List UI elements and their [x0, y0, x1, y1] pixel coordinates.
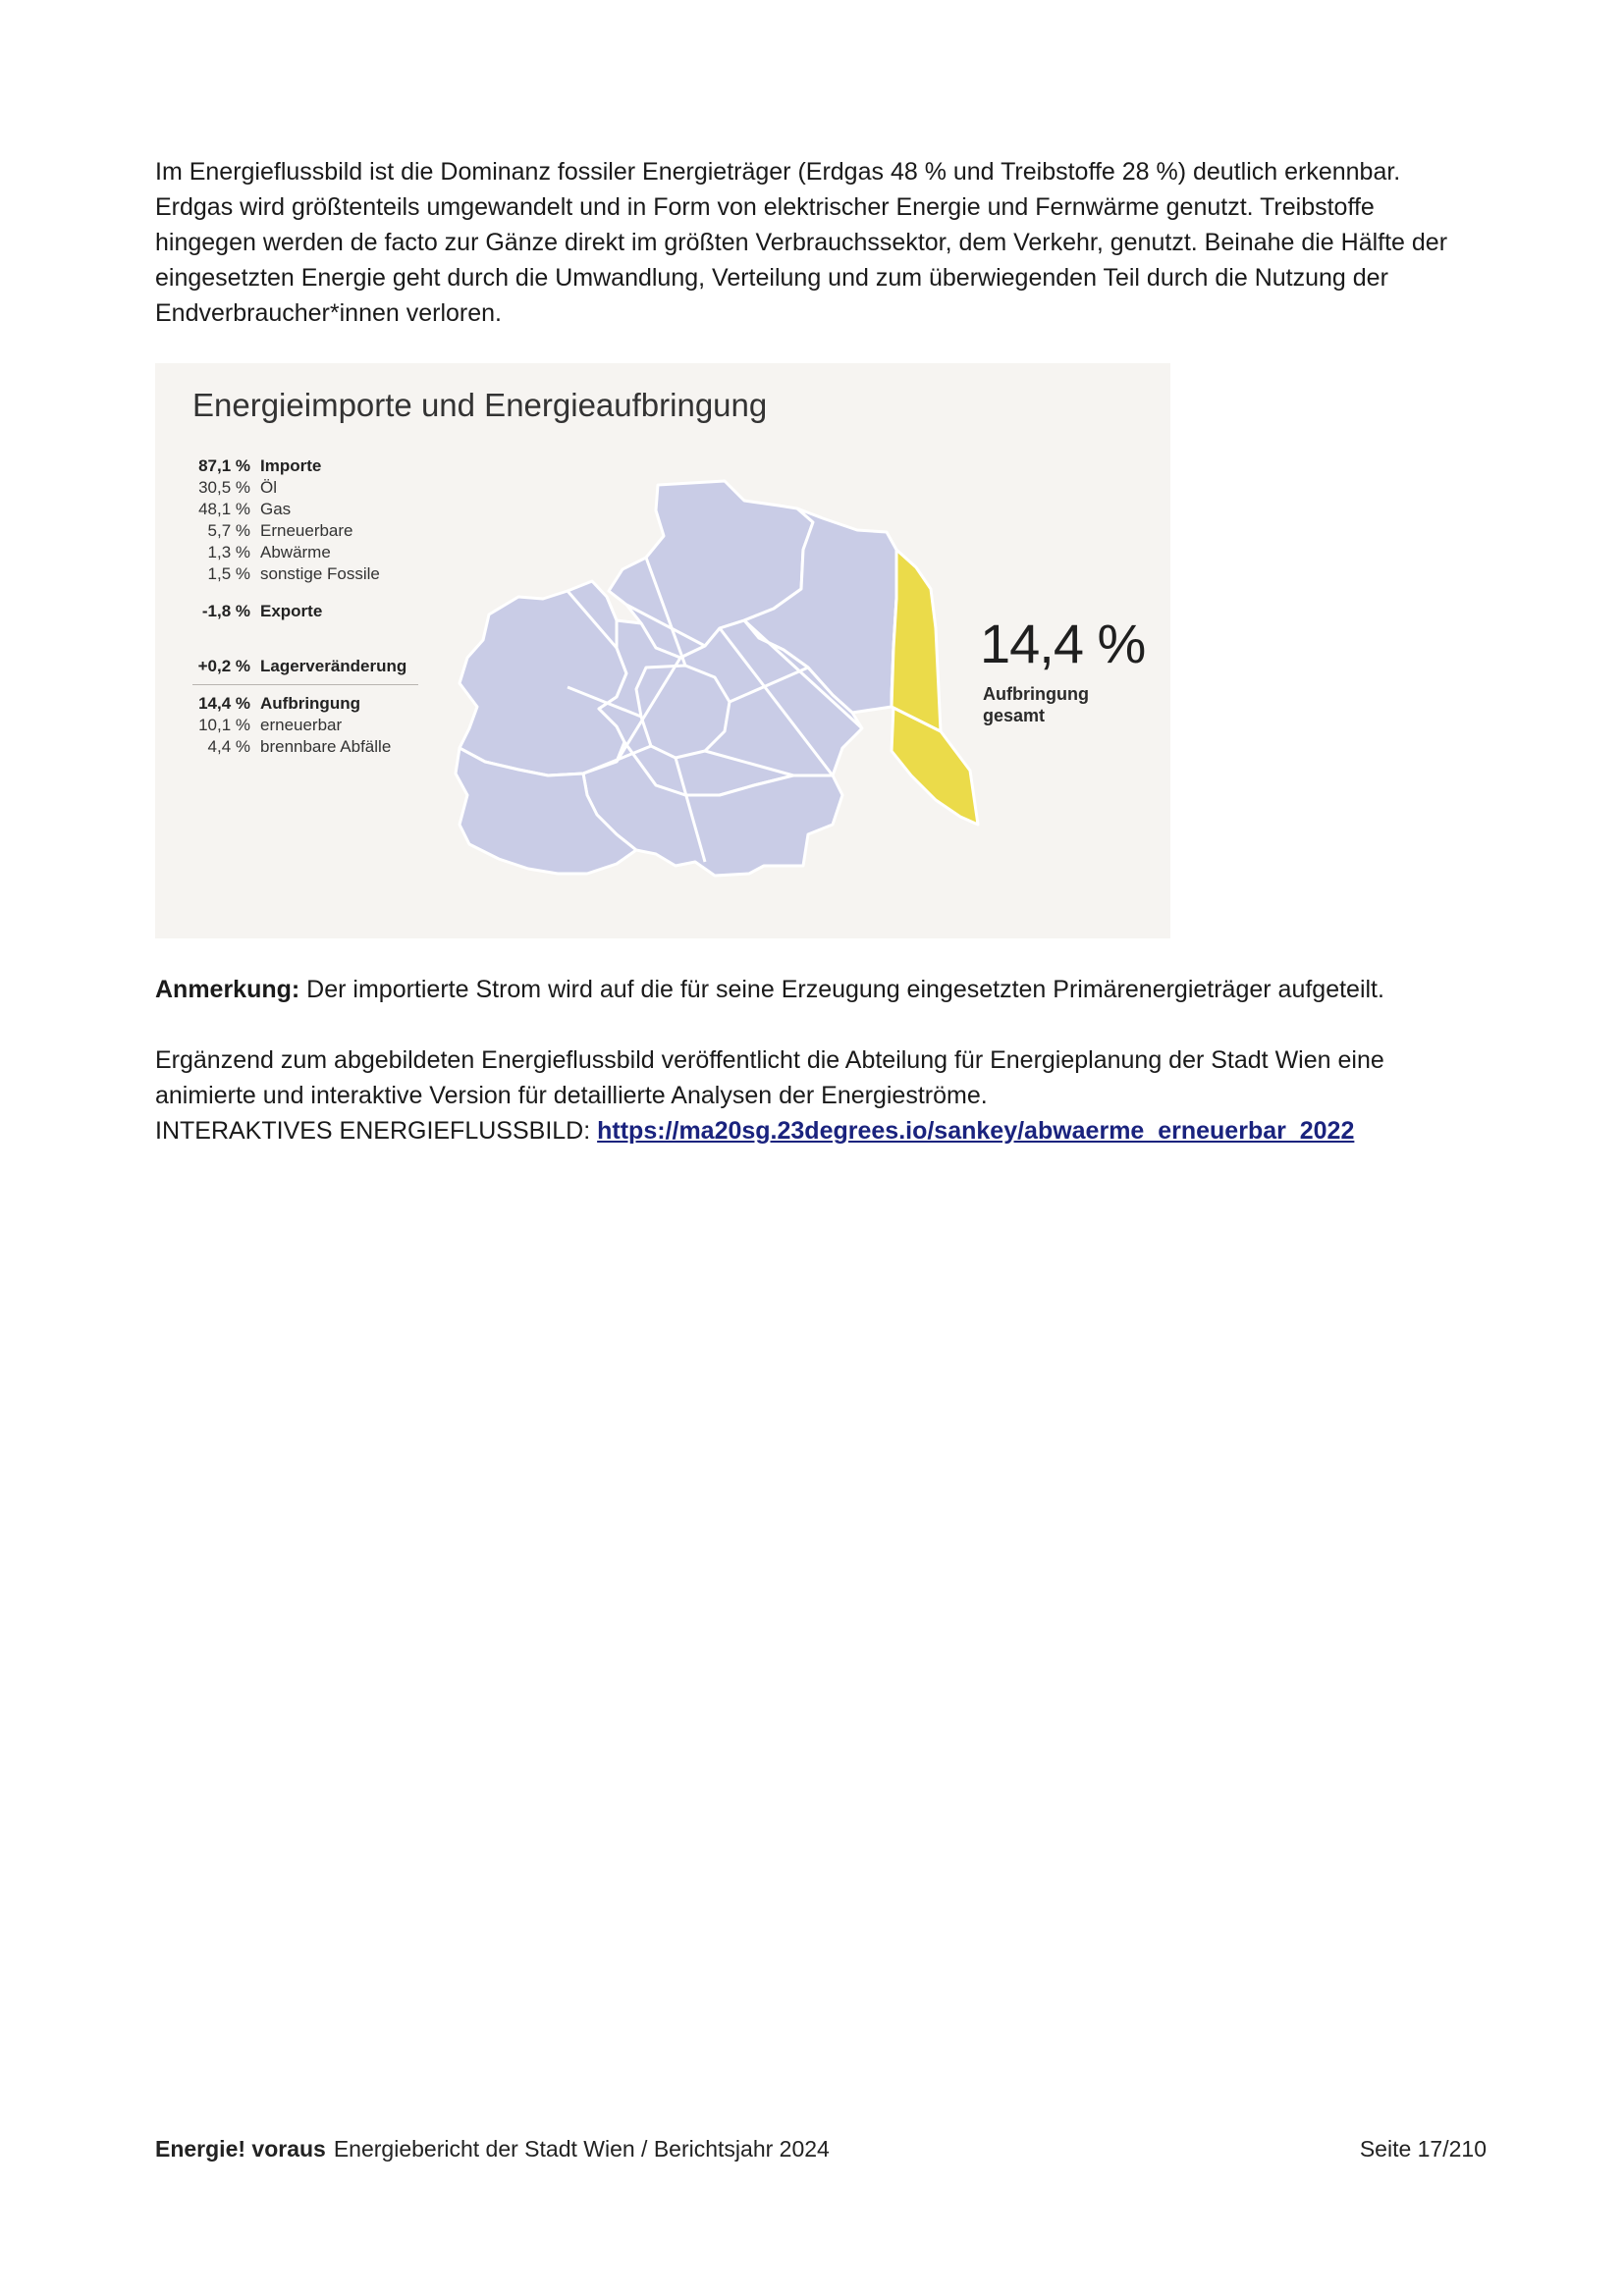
legend-label: sonstige Fossile [260, 564, 380, 583]
legend-percent: 4,4 % [207, 737, 250, 756]
map-districts [456, 481, 896, 876]
footer-title [155, 2136, 830, 2163]
intro-paragraph: Im Energieflussbild ist die Dominanz fossiler Energieträger (Erdgas 48 % und Treibstoffe 28 %) deutlich erkennbar. Erdgas wird größtenteils umgewandelt und in Form von elektrischer Energie und Fernwärme genutzt. Treibstoffe hingegen werden de facto zur Gänze direkt im größten Verbrauchssektor, dem Verkehr, genutzt. Beinahe die Hälfte der eingesetzten Energie geht durch die Umwandlung, Verteilung und zum überwiegenden Teil durch die Nutzung der Endverbraucher*innen verloren. [155, 158, 1448, 327]
legend-percent: +0,2 % [197, 657, 250, 675]
legend-label: Lagerveränderung [260, 657, 407, 675]
legend-label: Öl [260, 478, 277, 497]
legend-percent: 48,1 % [198, 500, 250, 518]
energy-import-figure [155, 363, 1170, 938]
legend-label: Abwärme [260, 543, 331, 561]
legend-label: Exporte [260, 602, 323, 620]
note-paragraph [155, 972, 1481, 1007]
legend-label: Importe [260, 456, 322, 475]
legend-percent: 5,7 % [207, 521, 250, 540]
legend-percent: 10,1 % [198, 716, 250, 734]
link-prefix: INTERAKTIVES ENERGIEFLUSSBILD: [155, 1117, 598, 1145]
figure-title: Energieimporte und Energieaufbringung [192, 387, 768, 423]
note-label: Anmerkung: [155, 976, 300, 1003]
map-district-west [460, 581, 626, 775]
legend-percent: 1,3 % [207, 543, 250, 561]
legend-label: Aufbringung [260, 694, 360, 713]
footer-report-title: Energiebericht der Stadt Wien / Berichtsjahr 2024 [333, 2136, 830, 2162]
legend-percent: -1,8 % [201, 602, 250, 620]
legend-percent: 30,5 % [198, 478, 250, 497]
interactive-link-line [155, 1113, 1481, 1148]
note-text: Der importierte Strom wird auf die für seine Erzeugung eingesetzten Primärenergieträger aufgeteilt. [299, 976, 1384, 1003]
legend-label: erneuerbar [260, 716, 343, 734]
legend-label: Erneuerbare [260, 521, 353, 540]
highlight-label: Aufbringung gesamt [983, 684, 1089, 725]
footer-brand: Energie! voraus [155, 2136, 326, 2162]
highlight-value: 14,4 % [980, 613, 1146, 674]
legend-percent: 87,1 % [198, 456, 250, 475]
interactive-sankey-link[interactable]: https://ma20sg.23degrees.io/sankey/abwaerme_erneuerbar_2022 [597, 1117, 1355, 1145]
legend-percent: 1,5 % [207, 564, 250, 583]
legend-percent: 14,4 % [198, 694, 250, 713]
map-highlight-strip [892, 550, 941, 731]
page-number: Seite 17/210 [1359, 2136, 1487, 2162]
legend-label: brennbare Abfälle [260, 737, 392, 756]
supplement-paragraph: Ergänzend zum abgebildeten Energieflussbild veröffentlicht die Abteilung für Energieplanung der Stadt Wien eine animierte und interaktive Version für detaillierte Analysen der Energieströme. [155, 1046, 1384, 1109]
legend-label: Gas [260, 500, 292, 518]
